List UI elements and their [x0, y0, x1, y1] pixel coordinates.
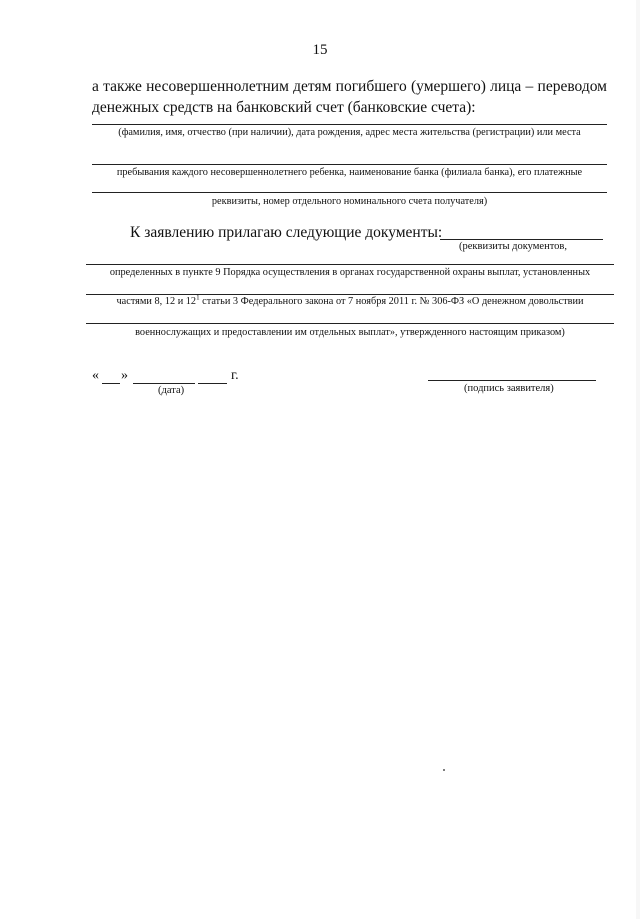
date-open-quote: «: [92, 368, 99, 383]
documents-caption-4: военнослужащих и предоставлении им отдельных выплат», утвержденного настоящим приказом): [135, 327, 565, 338]
fill-line-recipient-2[interactable]: [92, 164, 607, 165]
intro-paragraph: [92, 76, 607, 118]
fill-line-documents-3[interactable]: [86, 294, 614, 295]
documents-caption-3: [86, 293, 614, 307]
documents-caption-1: (реквизиты документов,: [459, 241, 567, 252]
scan-edge: [636, 0, 640, 919]
fill-line-recipient-3[interactable]: [92, 192, 607, 193]
date-month-field[interactable]: [133, 383, 195, 384]
date-caption: (дата): [158, 385, 185, 396]
fill-line-documents-1[interactable]: [440, 239, 603, 240]
recipient-caption-2: пребывания каждого несовершеннолетнего ребенка, наименование банка (филиала банка), его платежные: [116, 167, 583, 178]
signature-caption: (подпись заявителя): [464, 383, 554, 394]
intro-line-2: денежных средств на банковский счет (банковские счета):: [92, 99, 476, 116]
documents-caption-2: определенных в пункте 9 Порядка осуществления в органах государственной охраны выплат, установленных: [109, 267, 591, 278]
date-close-quote: »: [121, 368, 128, 383]
documents-caption-3-superscript: 1: [196, 293, 200, 302]
fill-line-recipient-1[interactable]: [92, 124, 607, 125]
documents-caption-3-start: частями 8, 12 и 12: [116, 296, 197, 307]
fill-line-documents-2[interactable]: [86, 264, 614, 265]
page-number: 15: [312, 42, 328, 58]
scan-speck: [443, 769, 445, 771]
date-day-field[interactable]: [102, 383, 120, 384]
recipient-caption-3: реквизиты, номер отдельного номинального счета получателя): [211, 196, 488, 207]
documents-caption-3-end: статьи 3 Федерального закона от 7 ноября 2011 г. № 306-ФЗ «О денежном довольствии: [199, 296, 584, 307]
date-year-field[interactable]: [198, 383, 227, 384]
fill-line-documents-4[interactable]: [86, 323, 614, 324]
date-year-suffix: г.: [231, 368, 239, 383]
documents-heading: К заявлению прилагаю следующие документы:: [130, 224, 443, 241]
intro-line-1: а также несовершеннолетним детям погибшего (умершего) лица – переводом: [92, 78, 607, 95]
recipient-caption-1: (фамилия, имя, отчество (при наличии), дата рождения, адрес места жительства (регистрации) или места: [118, 127, 581, 138]
signature-field[interactable]: [428, 380, 596, 381]
